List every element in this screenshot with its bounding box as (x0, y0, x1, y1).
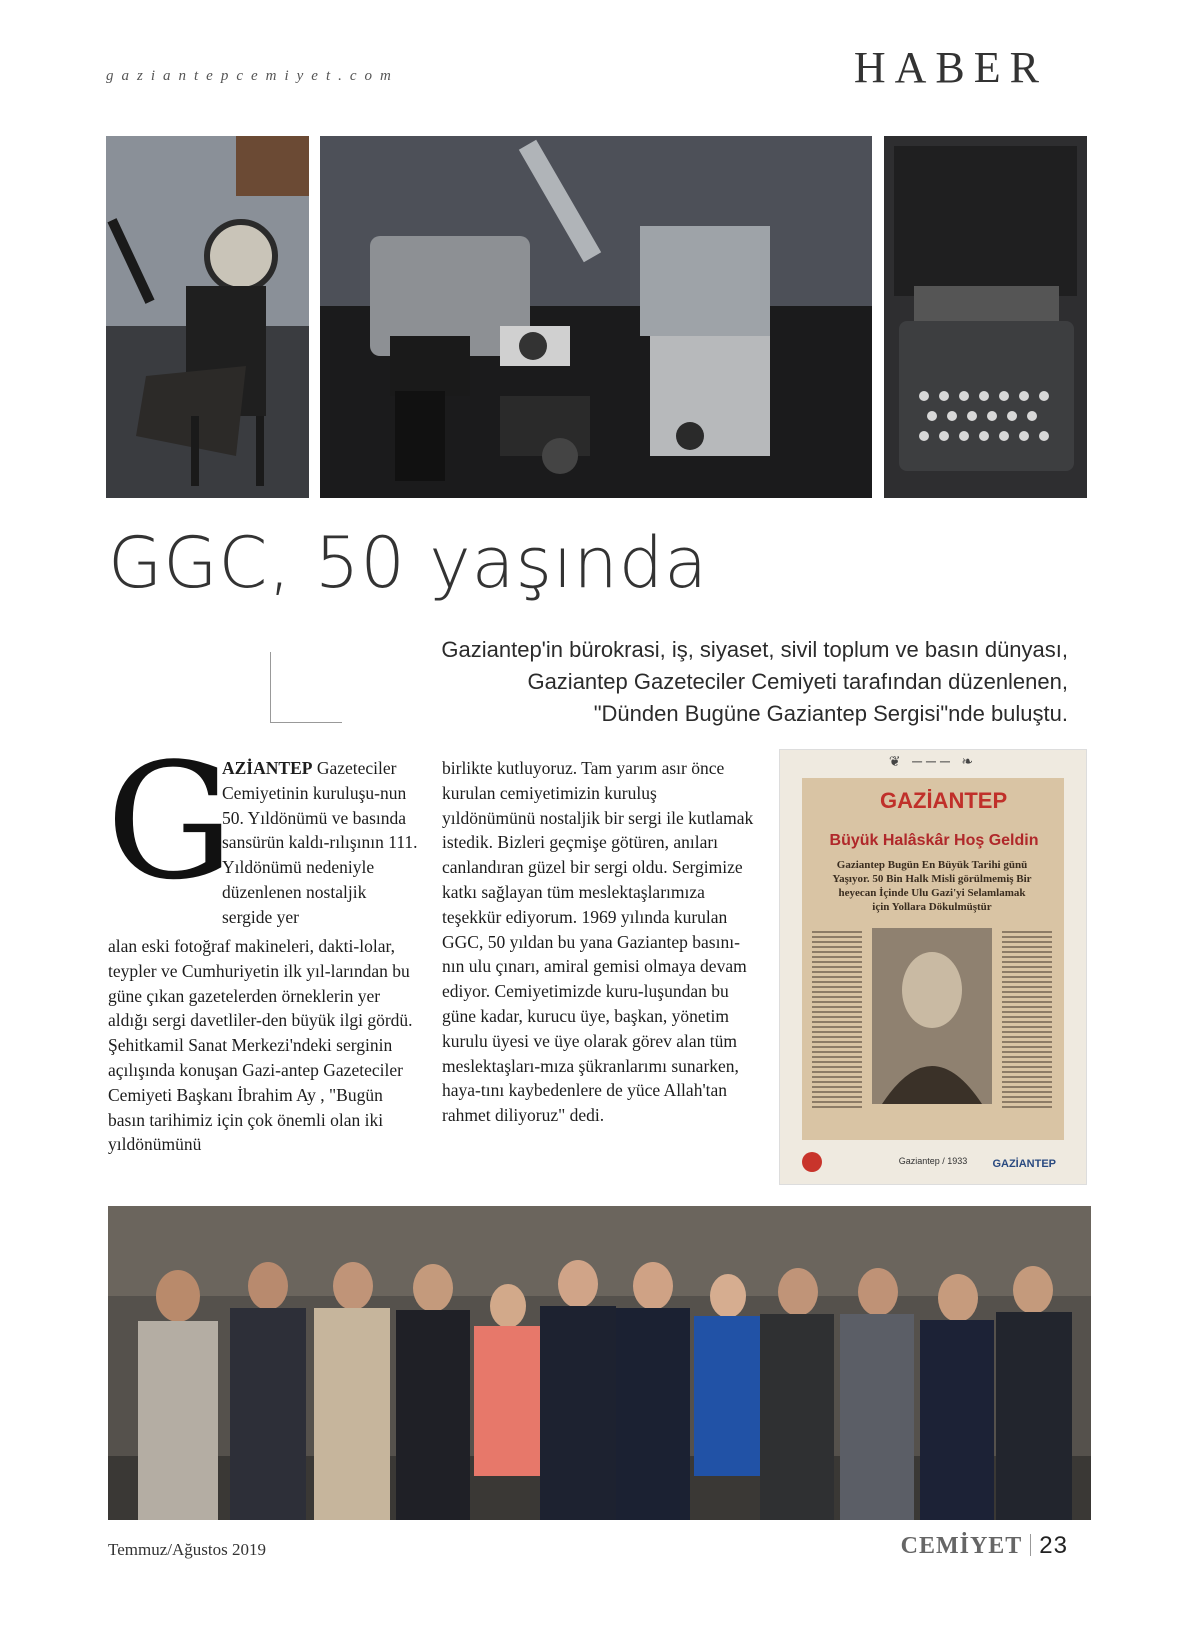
newspaper-text-column-left (812, 928, 862, 1108)
drop-cap: G (106, 728, 234, 915)
col1-paragraph-2: Şehitkamil Sanat Merkezi'ndeki serginin açılışında konuşan Gazi-antep Gazeteciler Cemiyeti Başkanı İbrahim Ay , "Bugün basın tarihimiz için çok önemli olan iki yıldönümünü (108, 1035, 403, 1155)
portrait-illustration (872, 928, 992, 1104)
lead-rule-vertical (270, 652, 271, 722)
photo-typewriter (884, 136, 1087, 498)
newspaper-subhead: Gaziantep Bugün En Büyük Tarihi günü Yaşıyor. 50 Bin Halk Misli görülmemiş Bir heyecan İçinde Ulu Gazi'yi Selamlamak için Yollara Dökulmüştür (832, 859, 1032, 913)
website-url: gaziantepcemiyet.com (106, 68, 399, 84)
magazine-footer (901, 1532, 1068, 1560)
body-column-1-top (222, 756, 418, 930)
col1-paragraph-1: alan eski fotoğraf makineleri, dakti-lolar, teypler ve Cumhuriyetin ilk yıl-larından bu güne çıkan gazetelerden örneklerin yer aldığı sergi davetliler-den büyük ilgi gördü. (108, 936, 413, 1031)
newspaper-portrait (872, 928, 992, 1104)
cameras-illustration (320, 136, 872, 498)
article-lead (286, 634, 1068, 730)
page-number: 23 (1039, 1532, 1068, 1559)
lead-line-2: Gaziantep Gazeteciler Cemiyeti tarafından düzenlenen, (527, 669, 1068, 694)
dropcap-continuation: AZİANTEP (222, 758, 313, 778)
lead-line-3: "Dünden Bugüne Gaziantep Sergisi"nde buluştu. (593, 701, 1068, 726)
photo-group (108, 1206, 1091, 1520)
newspaper-logo: GAZİANTEP (992, 1158, 1056, 1170)
photo-printing-press (106, 136, 309, 498)
photo-cameras-projector (320, 136, 872, 498)
col1-top-text: Gazeteciler Cemiyetinin kuruluşu-nun 50. Yıldönümü ve basında sansürün kaldı-rılışının 111. Yıldönümü nedeniyle düzenlenen nostaljik sergide yer (222, 758, 418, 927)
magazine-name: CEMİYET (900, 1533, 1023, 1559)
section-label: HABER (853, 43, 1048, 92)
newspaper-masthead: GAZİANTEP (880, 788, 1008, 813)
article-title: GGC, 50 yaşında (108, 522, 709, 604)
framed-newspaper (780, 750, 1086, 1184)
group-illustration (108, 1206, 1091, 1520)
body-column-1-bottom (108, 934, 418, 1157)
footer-separator (1030, 1534, 1031, 1556)
col2-paragraph: birlikte kutluyoruz. Tam yarım asır önce kurulan cemiyetimizin kuruluş yıldönümünü nostaljik bir sergi ile kutlamak istedik. Bizleri geçmişe götüren, anıları canlandıran güzel bir sergi oldu. Sergimize katkı sağlayan tüm meslektaşlarımıza teşekkür ediyorum. 1969 yılında kurulan GGC, 50 yıldan bu yana Gaziantep basını-nın ulu çınarı, amiral gemisi olmaya devam ediyor. Cemiyetimizde kuru-luşundan bu güne kadar, kurucu üye, başkan, yönetim kurulu üyesi ve üye olarak görev alan tüm meslektaşları-mıza şükranlarımı sunarken, haya-tını kaybedenlere de yüce Allah'tan rahmet diliyoruz" dedi. (442, 758, 754, 1126)
lead-line-1: Gaziantep'in bürokrasi, iş, siyaset, sivil toplum ve basın dünyası, (441, 637, 1068, 662)
newspaper-ornament: ❦ ─── ❧ (888, 755, 978, 770)
body-column-2 (442, 756, 754, 1128)
newspaper-page (802, 778, 1064, 1140)
newspaper-headline: Büyük Halâskâr Hoş Geldin (829, 832, 1039, 849)
newspaper-text-column-right (1002, 928, 1052, 1108)
newspaper-footer: Gaziantep / 1933 (898, 1156, 968, 1166)
typewriter-illustration (884, 136, 1087, 498)
printing-press-illustration (106, 136, 309, 498)
issue-date: Temmuz/Ağustos 2019 (108, 1540, 266, 1559)
